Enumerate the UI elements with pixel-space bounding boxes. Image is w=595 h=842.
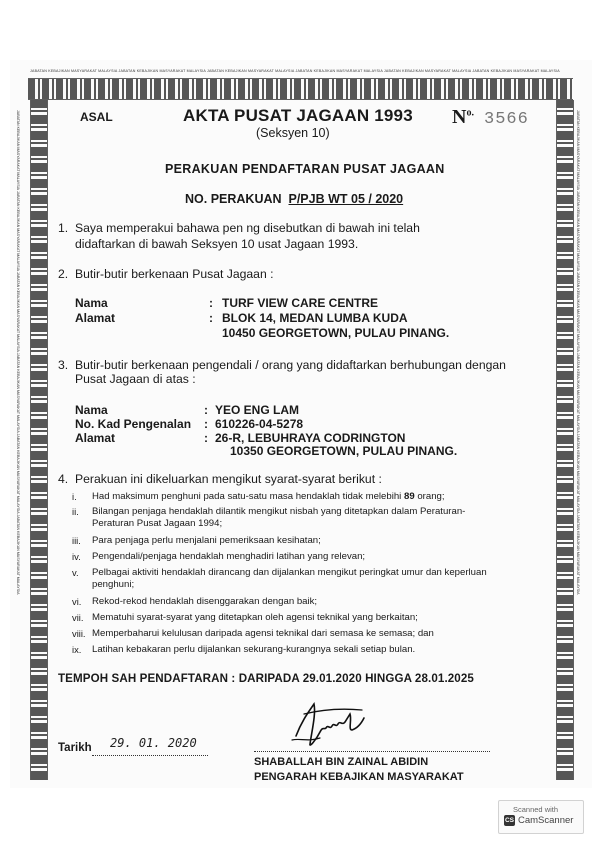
- para1-number: 1.: [58, 221, 69, 235]
- centre-address-line2: 10450 GEORGETOWN, PULAU PINANG.: [222, 326, 450, 340]
- camscanner-label: Scanned with: [513, 805, 559, 814]
- centre-address-line1: BLOK 14, MEDAN LUMBA KUDA: [222, 311, 408, 325]
- certificate-number-value: P/PJB WT 05 / 2020: [288, 192, 404, 206]
- date-label: Tarikh: [58, 742, 92, 754]
- number-label: [452, 106, 474, 129]
- para2-number: 2.: [58, 267, 69, 281]
- operator-ic-label: No. Kad Pengenalan: [75, 417, 192, 431]
- para1-line1: Saya memperakui bahawa pen ng disebutkan di bawah ini telah: [75, 221, 420, 235]
- operator-address-line2: 10350 GEORGETOWN, PULAU PINANG.: [230, 444, 458, 458]
- security-border-top: [28, 78, 573, 100]
- serial-number: 3566: [484, 110, 529, 129]
- condition-3: Para penjaga perlu menjalani pemeriksaan kesihatan;: [92, 535, 321, 546]
- operator-ic-colon: :: [204, 417, 208, 431]
- operator-address-line1: 26-R, LEBUHRAYA CODRINGTON: [215, 431, 406, 445]
- max-occupants: 89: [403, 491, 415, 502]
- condition-4: Pengendali/penjaga hendaklah menghadiri latihan yang relevan;: [92, 551, 366, 562]
- para4-number: 4.: [58, 472, 69, 486]
- camscanner-logo-icon: CS: [504, 817, 515, 824]
- para3-line1: Butir-butir berkenaan pengendali / orang yang didaftarkan berhubungan dengan: [75, 358, 506, 372]
- border-microtext-left: JABATAN KEBAJIKAN MASYARAKAT MALAYSIA JABATAN KEBAJIKAN MASYARAKAT MALAYSIA JABATAN KEBAJIKAN MASYARAKAT MALAYSIA JABATAN KEBAJIKAN MASYARAKAT MALAYSIA JABATAN KEBAJIKAN MASYARAKAT MALAYSIA JABATAN KEBAJIKAN MASYARAKAT MALAYSIA: [16, 110, 20, 595]
- condition-6: Rekod-rekod hendaklah disenggarakan dengan baik;: [92, 596, 318, 607]
- condition-3-numeral: iii.: [72, 535, 81, 546]
- condition-8: Memperbaharui kelulusan daripada agensi teknikal dari semasa ke semasa; dan: [92, 628, 434, 639]
- condition-2-numeral: ii.: [72, 506, 79, 517]
- signature-dotted-line: [254, 745, 490, 752]
- para2-text: Butir-butir berkenaan Pusat Jagaan :: [75, 267, 274, 281]
- operator-ic-number: 610226-04-5278: [215, 417, 304, 431]
- act-section: (Seksyen 10): [256, 126, 330, 140]
- condition-7: Mematuhi syarat-syarat yang ditetapkan oleh agensi teknikal yang berkaitan;: [92, 612, 418, 623]
- centre-name-label: Nama: [75, 296, 108, 310]
- condition-8-numeral: viii.: [72, 628, 86, 639]
- para4-text: Perakuan ini dikeluarkan mengikut syarat-syarat berikut :: [75, 472, 382, 486]
- date-handwritten: 29. 01. 2020: [110, 736, 197, 750]
- condition-5-numeral: v.: [72, 567, 79, 578]
- condition-1-suffix: orang;: [414, 491, 445, 502]
- security-border-right: [556, 100, 574, 780]
- operator-name-colon: :: [204, 403, 208, 417]
- registration-validity: TEMPOH SAH PENDAFTARAN : DARIPADA 29.01.2020 HINGGA 28.01.2025: [58, 672, 474, 685]
- condition-2-line1: Bilangan penjaga hendaklah dilantik mengikut nisbah yang ditetapkan dalam Peraturan-: [92, 506, 466, 517]
- condition-1-text: Had maksimum penghuni pada satu-satu masa hendaklah tidak melebihi: [92, 491, 404, 502]
- officer-name: SHABALLAH BIN ZAINAL ABIDIN: [254, 756, 429, 768]
- para3-line2: Pusat Jagaan di atas :: [75, 372, 196, 386]
- condition-9-numeral: ix.: [72, 644, 82, 655]
- security-border-left: [30, 100, 48, 780]
- operator-name: YEO ENG LAM: [215, 403, 300, 417]
- condition-2-line2: Peraturan Pusat Jagaan 1994;: [92, 518, 223, 529]
- condition-4-numeral: iv.: [72, 551, 81, 562]
- para1-line2: didaftarkan di bawah Seksyen 10 usat Jagaan 1993.: [75, 237, 359, 251]
- camscanner-name: CamScanner: [518, 815, 574, 826]
- condition-5-line2: penghuni;: [92, 579, 135, 590]
- centre-name: TURF VIEW CARE CENTRE: [222, 296, 378, 310]
- original-label: ASAL: [80, 110, 113, 124]
- border-microtext-top: JABATAN KEBAJIKAN MASYARAKAT MALAYSIA JABATAN KEBAJIKAN MASYARAKAT MALAYSIA JABATAN KEBAJIKAN MASYARAKAT MALAYSIA JABATAN KEBAJIKAN MASYARAKAT MALAYSIA JABATAN KEBAJIKAN MASYARAKAT MALAYSIA JABATAN KEBAJIKAN MASYARAKAT MALAYSIA: [30, 69, 560, 73]
- certificate-number: [185, 192, 403, 206]
- operator-name-label: Nama: [75, 403, 108, 417]
- operator-address-colon: :: [204, 431, 208, 445]
- operator-address-label: Alamat: [75, 431, 116, 445]
- condition-7-numeral: vii.: [72, 612, 84, 623]
- centre-address-colon: :: [209, 311, 213, 325]
- centre-address-label: Alamat: [75, 311, 116, 325]
- number-label-letter: N: [452, 106, 467, 128]
- certificate-number-label: NO. PERAKUAN: [185, 192, 282, 206]
- certificate-title: PERAKUAN PENDAFTARAN PUSAT JAGAAN: [165, 162, 445, 176]
- act-title: AKTA PUSAT JAGAAN 1993: [183, 106, 413, 125]
- condition-6-numeral: vi.: [72, 596, 82, 607]
- number-label-sup: o.: [466, 107, 474, 119]
- condition-1: [92, 491, 445, 502]
- condition-1-numeral: i.: [72, 491, 77, 502]
- para3-number: 3.: [58, 358, 69, 372]
- centre-name-colon: :: [209, 296, 213, 310]
- officer-title: PENGARAH KEBAJIKAN MASYARAKAT: [254, 771, 464, 783]
- border-microtext-right: JABATAN KEBAJIKAN MASYARAKAT MALAYSIA JABATAN KEBAJIKAN MASYARAKAT MALAYSIA JABATAN KEBAJIKAN MASYARAKAT MALAYSIA JABATAN KEBAJIKAN MASYARAKAT MALAYSIA JABATAN KEBAJIKAN MASYARAKAT MALAYSIA JABATAN KEBAJIKAN MASYARAKAT MALAYSIA: [576, 110, 580, 595]
- condition-5-line1: Pelbagai aktiviti hendaklah dirancang dan dijalankan mengikut peringkat umur dan keperluan: [92, 567, 487, 578]
- condition-9: Latihan kebakaran perlu dijalankan sekurang-kurangnya sekali setiap bulan.: [92, 644, 416, 655]
